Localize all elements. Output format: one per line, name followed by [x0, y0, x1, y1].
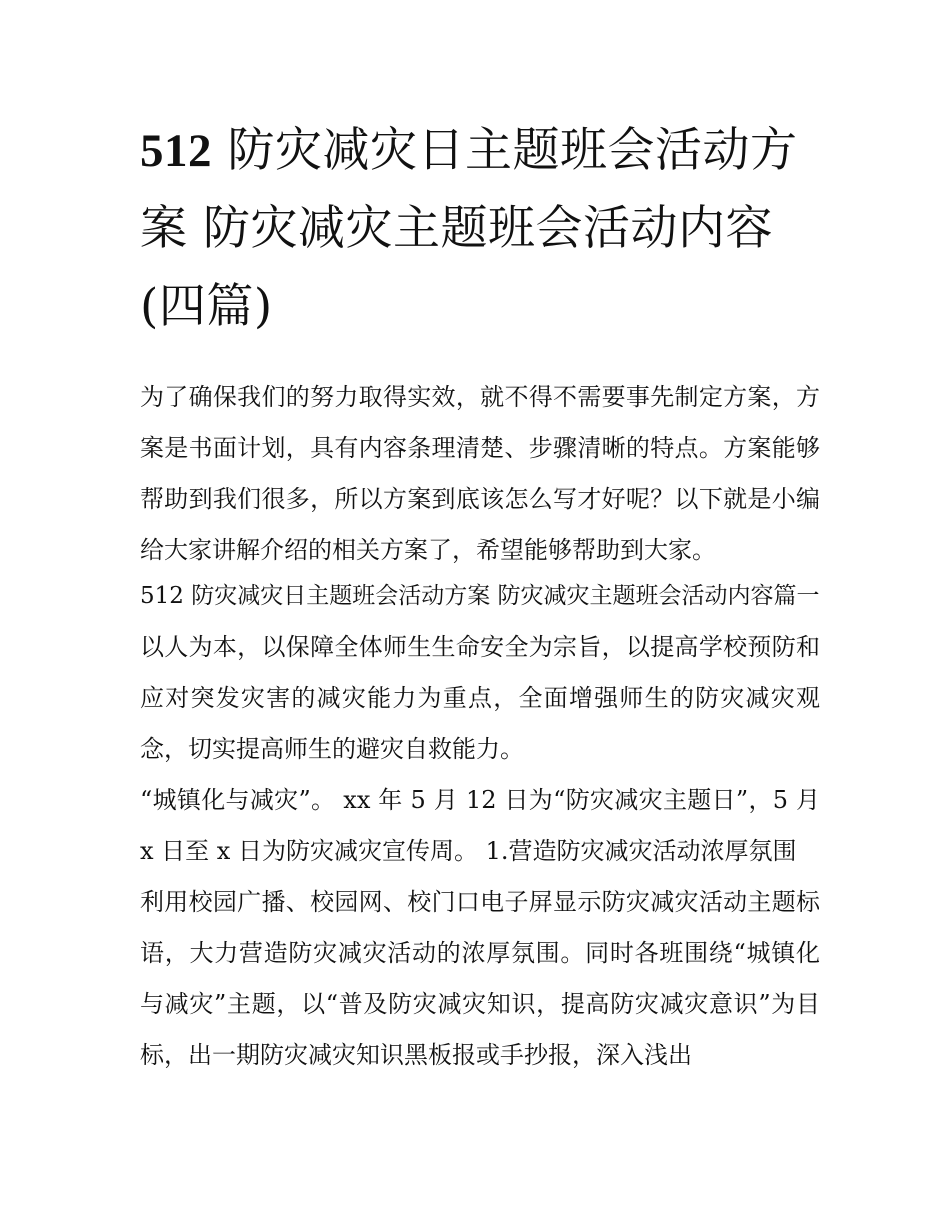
title-number: 512	[140, 125, 212, 177]
title-text: 防灾减灾日主题班会活动方案 防灾减灾主题班会活动内容(四篇)	[140, 123, 798, 334]
intro-paragraph: 为了确保我们的努力取得实效，就不得不需要事先制定方案，方案是书面计划，具有内容条理清楚、步骤清晰的特点。方案能够帮助到我们很多，所以方案到底该怎么写才好呢？以下就是小编给大家讲解介绍的相关方案了，希望能够帮助到大家。	[140, 383, 820, 564]
paragraph-theme: “城镇化与减灾”。 xx 年 5 月 12 日为“防灾减灾主题日”，5 月 x 日至 x 日为防灾减灾宣传周。 1.营造防灾减灾活动浓厚氛围	[140, 786, 820, 865]
paragraph-atmosphere: 利用校园广播、校园网、校门口电子屏显示防灾减灾活动主题标语，大力营造防灾减灾活动的浓厚氛围。同时各班围绕“城镇化与减灾”主题，以“普及防灾减灾知识，提高防灾减灾意识”为目标，出一期防灾减灾知识黑板报或手抄报，深入浅出	[140, 888, 820, 1069]
paragraph-purpose: 以人为本，以保障全体师生生命安全为宗旨，以提高学校预防和应对突发灾害的减灾能力为重点，全面增强师生的防灾减灾观念，切实提高师生的避灾自救能力。	[140, 633, 820, 763]
document-page	[140, 112, 820, 1081]
document-body	[140, 372, 820, 1081]
document-title	[140, 112, 820, 346]
section-heading: 512 防灾减灾日主题班会活动方案 防灾减灾主题班会活动内容篇一	[140, 583, 820, 609]
